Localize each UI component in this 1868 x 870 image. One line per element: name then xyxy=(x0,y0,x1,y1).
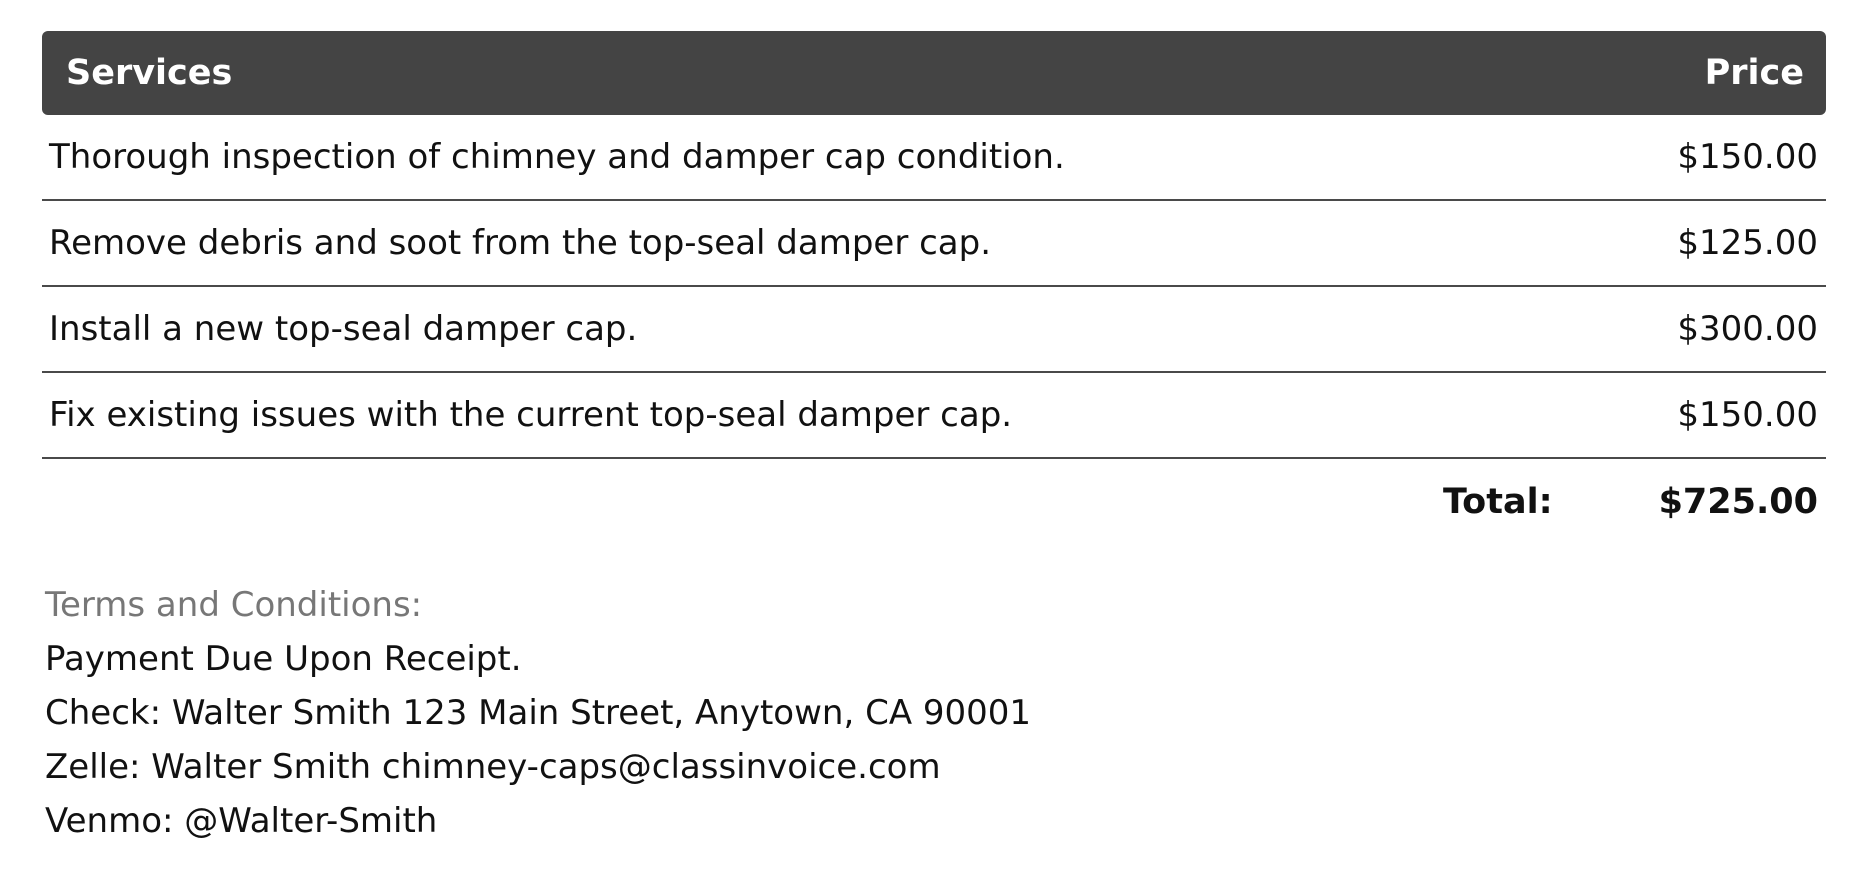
zelle-payment-line: Zelle: Walter Smith chimney-caps@classinvoice.com xyxy=(45,747,941,787)
total-row xyxy=(42,459,1826,545)
service-price: $300.00 xyxy=(1677,309,1818,349)
service-price: $150.00 xyxy=(1677,395,1818,435)
terms-title: Terms and Conditions: xyxy=(45,585,423,625)
service-price: $125.00 xyxy=(1677,223,1818,263)
invoice-services-table xyxy=(42,31,1826,545)
service-price: $150.00 xyxy=(1677,137,1818,177)
payment-due-line: Payment Due Upon Receipt. xyxy=(45,639,522,679)
total-value: $725.00 xyxy=(1658,482,1818,522)
services-column-header: Services xyxy=(66,53,233,93)
price-column-header: Price xyxy=(1704,53,1804,93)
terms-and-conditions xyxy=(45,578,1031,848)
service-description: Thorough inspection of chimney and damper cap condition. xyxy=(49,137,1065,177)
table-row xyxy=(42,201,1826,287)
service-description: Fix existing issues with the current top-seal damper cap. xyxy=(49,395,1013,435)
table-row xyxy=(42,287,1826,373)
check-payment-line: Check: Walter Smith 123 Main Street, Anytown, CA 90001 xyxy=(45,693,1032,733)
service-description: Remove debris and soot from the top-seal damper cap. xyxy=(49,223,992,263)
table-header xyxy=(42,31,1826,115)
table-row xyxy=(42,115,1826,201)
service-rows xyxy=(42,115,1826,459)
venmo-payment-line: Venmo: @Walter-Smith xyxy=(45,801,438,841)
service-description: Install a new top-seal damper cap. xyxy=(49,309,638,349)
table-row xyxy=(42,373,1826,459)
total-label: Total: xyxy=(1442,482,1553,522)
